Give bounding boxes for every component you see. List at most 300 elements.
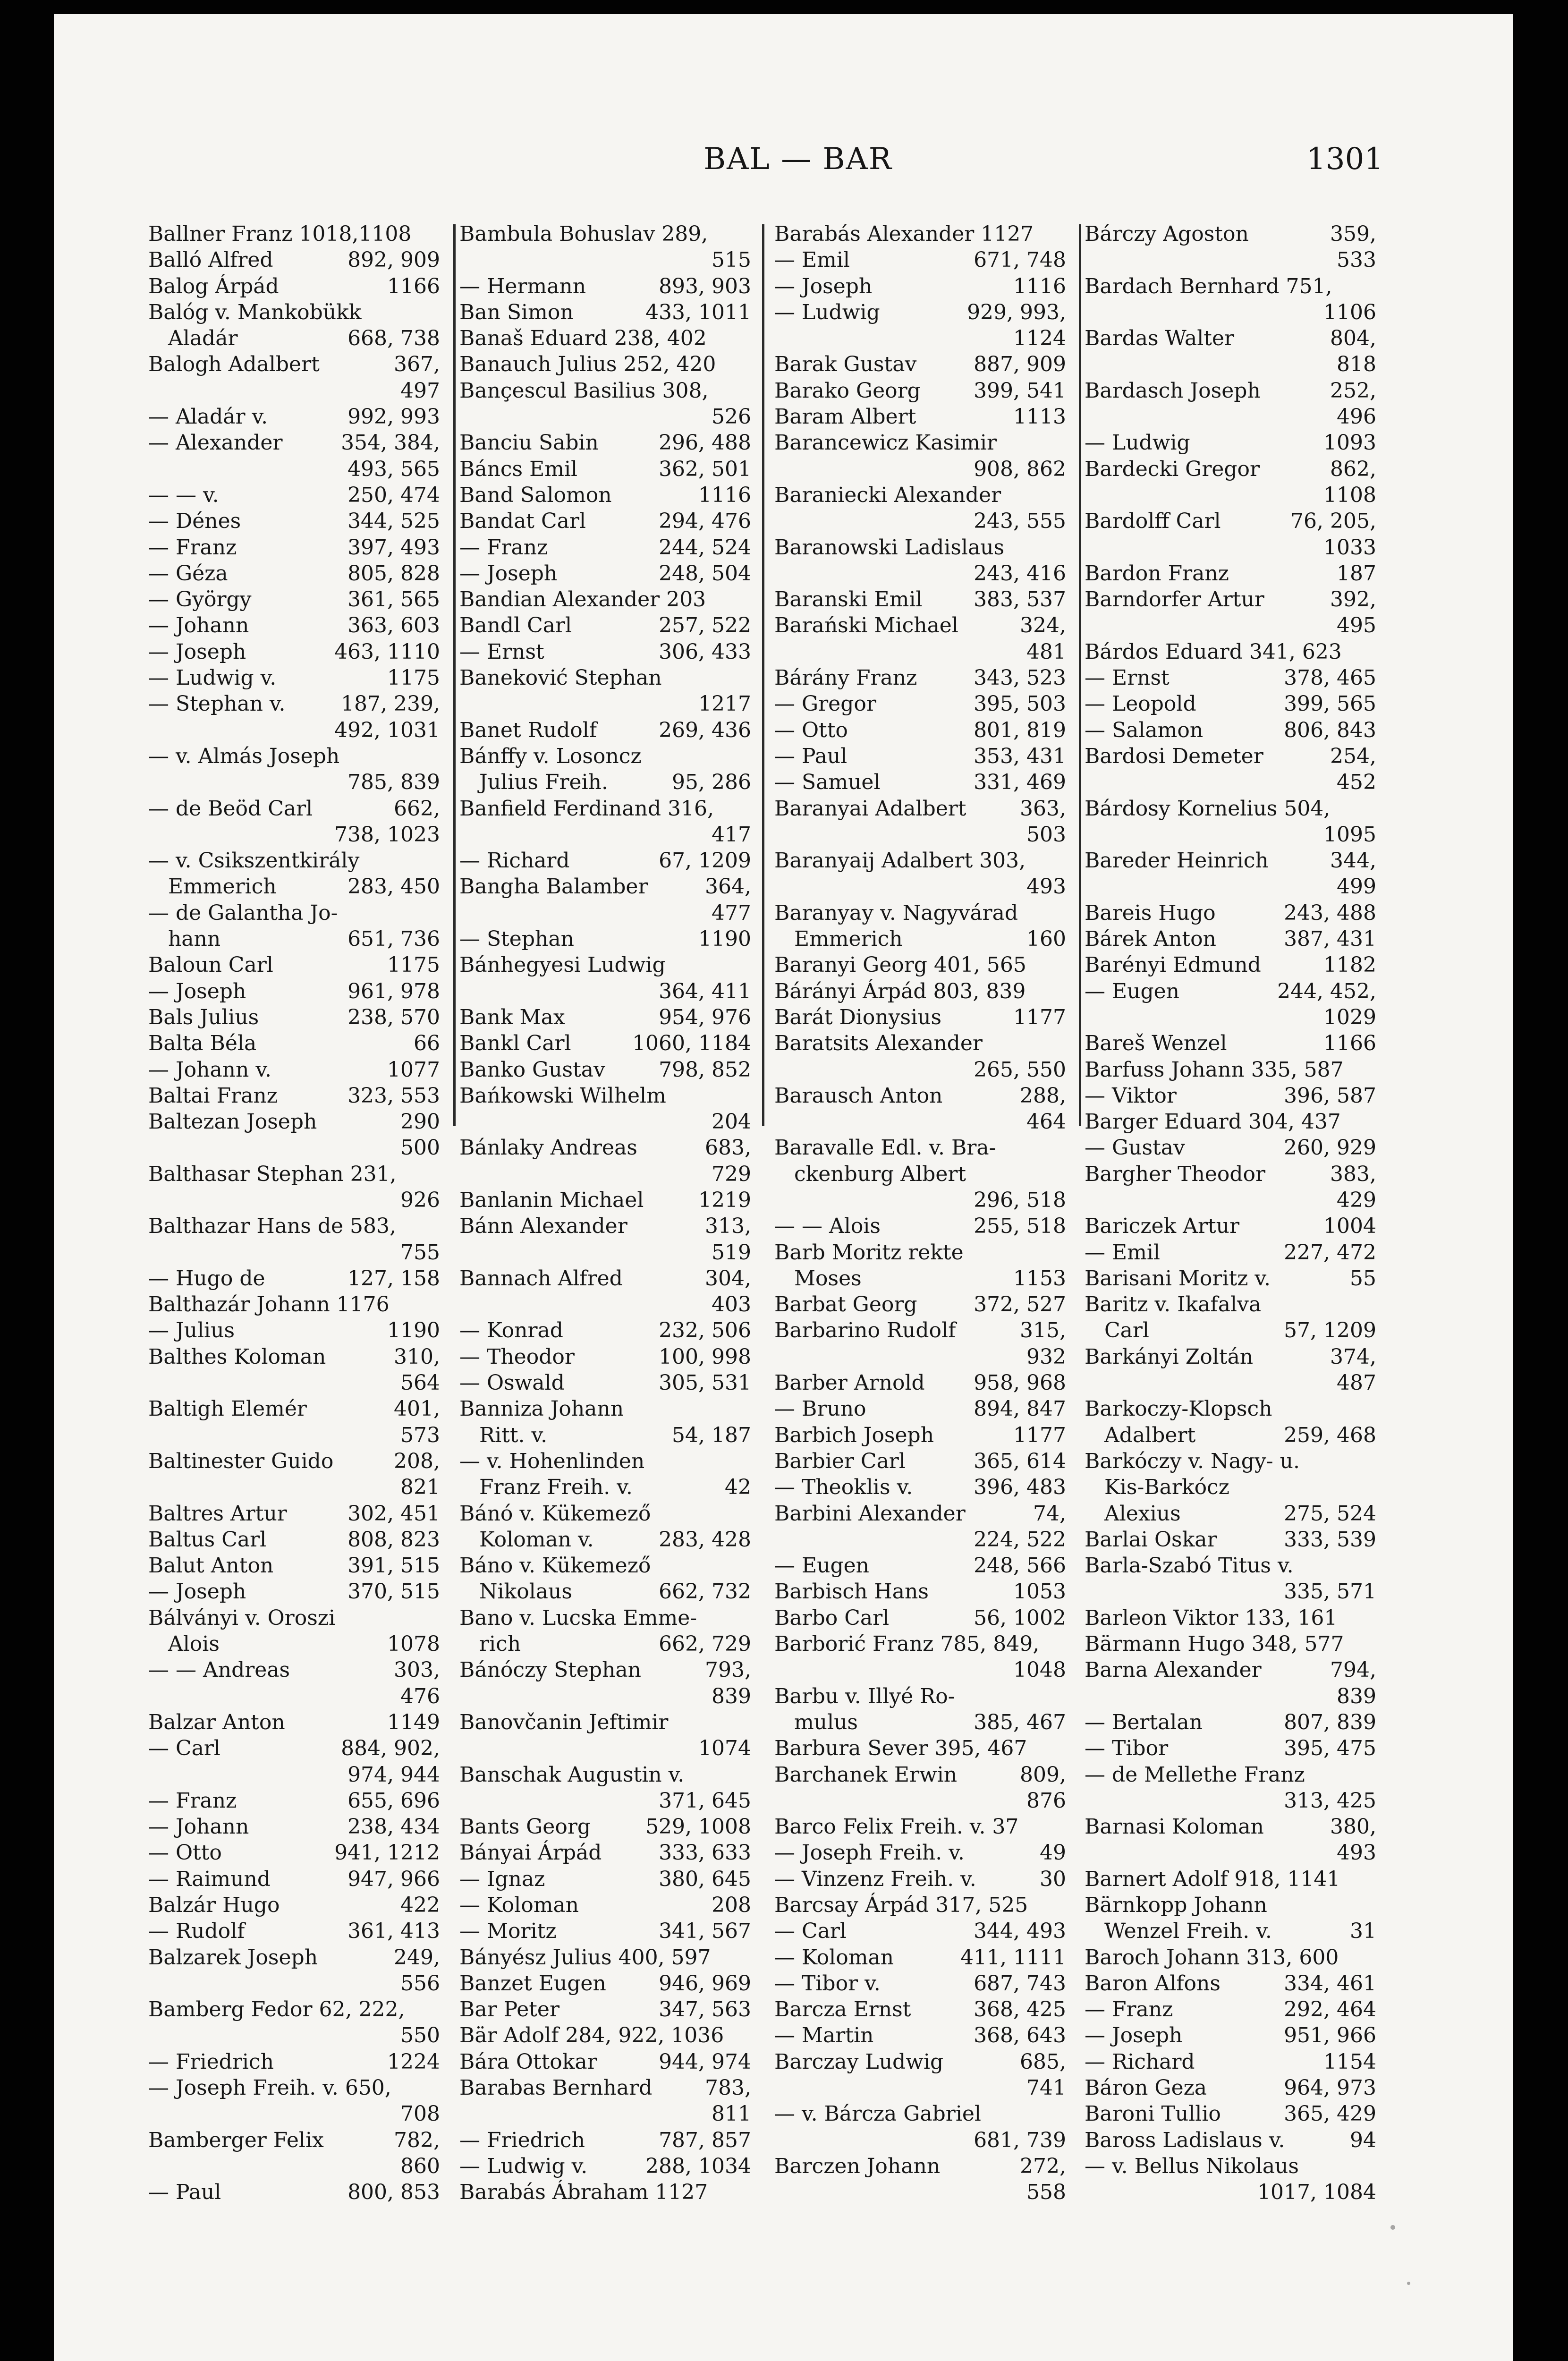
index-entry	[774, 1657, 1066, 1683]
entry-pages: 1166	[387, 274, 440, 298]
index-entry	[774, 1317, 1066, 1343]
index-entry	[1085, 1030, 1376, 1056]
index-entry	[1085, 1735, 1376, 1761]
index-entry	[774, 978, 1066, 1004]
entry-pages: 974, 944	[348, 1762, 440, 1787]
entry-name: — Leopold	[1085, 692, 1196, 716]
index-entry	[1085, 535, 1376, 561]
index-entry	[148, 691, 440, 717]
index-entry	[459, 822, 751, 848]
entry-pages: 884, 902,	[341, 1736, 440, 1761]
entry-pages: 232, 506	[659, 1318, 751, 1343]
entry-name: Emmerich	[148, 875, 277, 899]
entry-name: Aladár	[148, 326, 238, 351]
index-entry	[459, 796, 751, 822]
index-entry	[148, 1788, 440, 1814]
entry-name: Baravalle Edl. v. Bra-	[774, 1136, 996, 1160]
index-entry	[774, 482, 1066, 508]
index-entry	[774, 404, 1066, 430]
index-entry	[459, 1213, 751, 1239]
index-entry	[148, 848, 440, 874]
entry-pages: 839	[1337, 1684, 1376, 1708]
index-entry	[459, 1605, 751, 1631]
entry-name: Baranyaij Adalbert 303,	[774, 849, 1026, 873]
entry-name: Bálványi v. Oroszi	[148, 1605, 336, 1630]
entry-pages: 1004	[1323, 1214, 1376, 1239]
entry-name: — Ernst	[1085, 666, 1170, 690]
index-entry	[774, 1970, 1066, 1996]
entry-name: — Joseph Freih. v.	[774, 1841, 965, 1865]
entry-name: Moses	[774, 1266, 862, 1291]
index-entry	[1085, 926, 1376, 952]
index-entry	[459, 1788, 751, 1814]
index-entry	[148, 351, 440, 377]
entry-name: — v. Almás Joseph	[148, 744, 340, 768]
entry-pages: 313, 425	[1284, 1788, 1376, 1813]
entry-pages: 1093	[1323, 431, 1376, 455]
entry-name: — Friedrich	[459, 2128, 585, 2152]
entry-pages: 1074	[698, 1736, 751, 1761]
index-entry	[774, 1683, 1066, 1709]
entry-pages: 1149	[387, 1710, 440, 1734]
entry-name: Barna Alexander	[1085, 1658, 1262, 1682]
index-entry	[774, 717, 1066, 743]
entry-name: Baranyay v. Nagyvárad	[774, 900, 1018, 925]
index-entry	[148, 1892, 440, 1918]
entry-name: Báron Geza	[1085, 2076, 1207, 2100]
entry-name: Bançescul Basilius 308,	[459, 378, 709, 403]
index-entry	[459, 1657, 751, 1683]
entry-name: Barlai Oskar	[1085, 1527, 1217, 1552]
entry-pages: 926	[400, 1188, 440, 1212]
index-entry	[1085, 769, 1376, 795]
index-entry	[774, 508, 1066, 534]
entry-name: Banciu Sabin	[459, 431, 599, 455]
index-entry	[1085, 1004, 1376, 1030]
entry-name: Baltres Artur	[148, 1501, 287, 1526]
entry-pages: 1106	[1323, 300, 1376, 324]
entry-pages: 365, 429	[1284, 2102, 1376, 2126]
entry-pages: 365, 614	[974, 1449, 1066, 1473]
index-entry	[459, 1814, 751, 1840]
index-entry	[148, 874, 440, 900]
entry-name: Balthes Koloman	[148, 1344, 326, 1369]
entry-pages: 951, 966	[1284, 2023, 1376, 2048]
entry-name: — — Alois	[774, 1214, 881, 1239]
entry-pages: 361, 565	[348, 587, 440, 612]
entry-name: Bánffy v. Losoncz	[459, 744, 642, 768]
entry-name: — Paul	[774, 744, 848, 768]
index-entry	[148, 743, 440, 769]
entry-name: — Oswald	[459, 1371, 565, 1395]
entry-name: Baltigh Elemér	[148, 1397, 307, 1421]
entry-pages: 1095	[1323, 822, 1376, 847]
entry-name: — Hermann	[459, 274, 586, 298]
entry-name: — Joseph	[774, 274, 873, 298]
index-entry	[774, 1187, 1066, 1213]
entry-name: Bank Max	[459, 1005, 565, 1029]
index-entry	[774, 378, 1066, 404]
entry-name: — Samuel	[774, 770, 881, 795]
entry-pages: 487	[1337, 1371, 1376, 1395]
entry-pages: 204	[712, 1110, 751, 1134]
entry-name: hann	[148, 927, 221, 951]
entry-name: Barbier Carl	[774, 1449, 906, 1473]
entry-name: Baross Ladislaus v.	[1085, 2128, 1285, 2152]
entry-name: Balog Árpád	[148, 274, 279, 298]
entry-pages: 31	[1350, 1919, 1376, 1944]
entry-name: — Ignaz	[459, 1867, 545, 1891]
index-entry	[774, 247, 1066, 273]
entry-pages: 805, 828	[348, 561, 440, 586]
entry-pages: 380, 645	[659, 1867, 751, 1891]
index-entry	[148, 1527, 440, 1553]
index-entry	[774, 1422, 1066, 1448]
index-entry	[774, 1057, 1066, 1083]
column-rule	[762, 224, 764, 1126]
entry-pages: 1116	[698, 483, 751, 507]
entry-name: Bánóczy Stephan	[459, 1658, 641, 1682]
entry-name: Balogh Adalbert	[148, 352, 320, 377]
entry-name: Ballner Franz 1018,1108	[148, 222, 412, 246]
index-entry	[774, 926, 1066, 952]
index-entry	[148, 1240, 440, 1265]
entry-pages: 259, 468	[1284, 1423, 1376, 1447]
index-entry	[774, 1945, 1066, 1970]
entry-name: — Tibor v.	[774, 1971, 881, 1996]
index-entry	[148, 482, 440, 508]
entry-name: Banovčanin Jeftimir	[459, 1710, 669, 1734]
index-entry	[774, 1709, 1066, 1735]
index-entry	[1085, 1683, 1376, 1709]
index-entry	[1085, 743, 1376, 769]
index-entry	[1085, 1474, 1376, 1500]
entry-pages: 477	[712, 900, 751, 925]
index-entry	[459, 717, 751, 743]
entry-pages: 429	[1337, 1188, 1376, 1212]
index-entry	[459, 404, 751, 430]
index-entry	[1085, 273, 1376, 299]
index-entry	[459, 769, 751, 795]
entry-pages: 1033	[1323, 535, 1376, 560]
entry-pages: 296, 518	[974, 1188, 1066, 1212]
entry-name: — v. Csikszentkirály	[148, 849, 360, 873]
entry-name: Franz Freih. v.	[459, 1475, 633, 1500]
index-entry	[1085, 404, 1376, 430]
entry-name: Balló Alfred	[148, 248, 273, 272]
index-entry	[459, 1317, 751, 1343]
entry-pages: 335, 571	[1284, 1580, 1376, 1604]
entry-pages: 564	[400, 1371, 440, 1395]
index-entry	[1085, 2075, 1376, 2101]
index-entry	[1085, 1918, 1376, 1944]
entry-pages: 315,	[1020, 1318, 1066, 1343]
entry-pages: 66	[414, 1031, 440, 1056]
index-entry	[774, 1840, 1066, 1866]
entry-name: Barnert Adolf 918, 1141	[1085, 1867, 1340, 1891]
entry-name: rich	[459, 1632, 521, 1656]
entry-pages: 573	[400, 1423, 440, 1447]
entry-pages: 208	[712, 1893, 751, 1917]
index-entry	[459, 2127, 751, 2153]
index-column-1	[148, 221, 440, 2206]
entry-pages: 1217	[698, 692, 751, 716]
entry-pages: 556	[400, 1971, 440, 1996]
entry-name: Barla-Szabó Titus v.	[1085, 1554, 1294, 1578]
entry-pages: 1060, 1184	[632, 1031, 751, 1056]
index-entry	[148, 2179, 440, 2205]
entry-pages: 806, 843	[1284, 718, 1376, 742]
index-entry	[459, 2153, 751, 2179]
entry-name: — Ludwig v.	[459, 2154, 588, 2178]
entry-name: — Joseph	[148, 639, 246, 664]
entry-pages: 359,	[1330, 222, 1376, 246]
index-entry	[1085, 1970, 1376, 1996]
entry-pages: 306, 433	[659, 639, 751, 664]
index-entry	[459, 1970, 751, 1996]
entry-pages: 476	[400, 1684, 440, 1708]
entry-pages: 894, 847	[974, 1397, 1066, 1421]
index-entry	[1085, 1527, 1376, 1553]
index-entry	[1085, 1788, 1376, 1814]
index-entry	[459, 612, 751, 638]
entry-pages: 793,	[705, 1658, 751, 1682]
index-entry	[148, 978, 440, 1004]
index-entry	[774, 1918, 1066, 1944]
index-entry	[1085, 639, 1376, 665]
index-entry	[774, 952, 1066, 978]
paper-speck	[1390, 2225, 1395, 2230]
index-entry	[459, 1631, 751, 1657]
entry-pages: 160	[1026, 927, 1066, 951]
index-entry	[459, 1344, 751, 1370]
index-entry	[774, 273, 1066, 299]
index-entry	[459, 665, 751, 691]
entry-name: Balthazár Johann 1176	[148, 1292, 390, 1317]
entry-pages: 668, 738	[348, 326, 440, 351]
entry-pages: 250, 474	[348, 483, 440, 507]
entry-pages: 954, 976	[659, 1005, 751, 1029]
entry-name: Barát Dionysius	[774, 1005, 942, 1029]
index-entry	[148, 952, 440, 978]
entry-pages: 515	[712, 248, 751, 272]
entry-pages: 283, 450	[348, 875, 440, 899]
index-entry	[774, 299, 1066, 325]
entry-name: Koloman v.	[459, 1527, 594, 1552]
index-entry	[459, 1422, 751, 1448]
entry-pages: 550	[400, 2023, 440, 2048]
entry-pages: 929, 993,	[967, 300, 1066, 324]
index-entry	[459, 2049, 751, 2075]
entry-pages: 1078	[387, 1632, 440, 1656]
index-entry	[774, 1501, 1066, 1527]
entry-pages: 662, 729	[659, 1632, 751, 1656]
index-entry	[1085, 1553, 1376, 1579]
entry-name: Barb Moritz rekte	[774, 1240, 964, 1265]
index-entry	[148, 1840, 440, 1866]
entry-name: Wenzel Freih. v.	[1085, 1919, 1272, 1944]
entry-pages: 396, 587	[1284, 1083, 1376, 1108]
entry-name: ckenburg Albert	[774, 1162, 966, 1186]
entry-name: — György	[148, 587, 252, 612]
index-entry	[459, 508, 751, 534]
index-entry	[1085, 796, 1376, 822]
entry-pages: 383, 537	[974, 587, 1066, 612]
entry-name: Bareš Wenzel	[1085, 1031, 1227, 1056]
index-entry	[148, 1762, 440, 1788]
entry-pages: 1177	[1013, 1005, 1066, 1029]
entry-pages: 74,	[1033, 1501, 1066, 1526]
entry-name: Barbich Joseph	[774, 1423, 934, 1447]
entry-pages: 187	[1337, 561, 1376, 586]
entry-name: — Julius	[148, 1318, 235, 1343]
entry-name: — — Andreas	[148, 1658, 290, 1682]
index-entry	[459, 430, 751, 456]
entry-pages: 798, 852	[659, 1057, 751, 1082]
entry-name: Bär Adolf 284, 922, 1036	[459, 2023, 724, 2048]
index-entry	[1085, 1396, 1376, 1422]
index-entry	[1085, 1631, 1376, 1657]
entry-pages: 310,	[394, 1344, 440, 1369]
entry-pages: 324,	[1020, 613, 1066, 638]
index-entry	[459, 1501, 751, 1527]
index-entry	[148, 822, 440, 848]
entry-name: Adalbert	[1085, 1423, 1196, 1447]
index-entry	[1085, 1317, 1376, 1343]
index-entry	[1085, 822, 1376, 848]
index-entry	[148, 926, 440, 952]
index-entry	[459, 247, 751, 273]
entry-name: — Stephan v.	[148, 692, 286, 716]
entry-pages: 49	[1040, 1841, 1066, 1865]
entry-pages: 499	[1337, 875, 1376, 899]
index-entry	[1085, 1057, 1376, 1083]
entry-name: Bärnkopp Johann	[1085, 1893, 1267, 1917]
index-entry	[148, 717, 440, 743]
index-entry	[459, 1135, 751, 1161]
entry-pages: 932	[1026, 1344, 1066, 1369]
index-entry	[148, 299, 440, 325]
entry-name: Barisani Moritz v.	[1085, 1266, 1271, 1291]
column-rule	[1079, 224, 1081, 1126]
entry-name: Banzet Eugen	[459, 1971, 606, 1996]
entry-name: Banet Rudolf	[459, 718, 597, 742]
entry-name: Barbu v. Illyé Ro-	[774, 1684, 955, 1708]
entry-pages: 343, 523	[974, 666, 1066, 690]
entry-pages: 288, 1034	[645, 2154, 751, 2178]
entry-name: — v. Bárcza Gabriel	[774, 2102, 982, 2126]
entry-name: — Joseph Freih. v. 650,	[148, 2076, 391, 2100]
index-entry	[148, 2127, 440, 2153]
index-column-3	[774, 221, 1066, 2206]
index-entry	[1085, 1996, 1376, 2022]
index-entry	[1085, 900, 1376, 926]
index-entry	[1085, 1866, 1376, 1892]
index-entry	[148, 404, 440, 430]
entry-name: — Franz	[1085, 1997, 1173, 2022]
entry-name: Báncs Emil	[459, 457, 578, 481]
entry-name: — Friedrich	[148, 2049, 274, 2074]
index-entry	[774, 1004, 1066, 1030]
entry-name: — Ernst	[459, 639, 544, 664]
entry-pages: 782,	[394, 2128, 440, 2152]
index-entry	[459, 1892, 751, 1918]
entry-name: — Salamon	[1085, 718, 1204, 742]
entry-pages: 260, 929	[1284, 1136, 1376, 1160]
entry-name: Barbarino Rudolf	[774, 1318, 956, 1343]
index-entry	[774, 639, 1066, 665]
entry-name: Baltezan Joseph	[148, 1110, 317, 1134]
index-entry	[774, 848, 1066, 874]
entry-pages: 392,	[1330, 587, 1376, 612]
entry-name: Baloun Carl	[148, 953, 273, 977]
index-entry	[1085, 1657, 1376, 1683]
entry-pages: 347, 563	[659, 1997, 751, 2022]
index-entry	[148, 1814, 440, 1840]
entry-name: Baroch Johann 313, 600	[1085, 1945, 1339, 1970]
index-entry	[1085, 508, 1376, 534]
index-entry	[774, 1631, 1066, 1657]
index-entry	[148, 1291, 440, 1317]
entry-name: Bárány Franz	[774, 666, 917, 690]
index-entry	[459, 1240, 751, 1265]
entry-name: Baranski Emil	[774, 587, 923, 612]
entry-name: — Koloman	[459, 1893, 579, 1917]
index-entry	[1085, 1291, 1376, 1317]
entry-name: — Franz	[148, 1788, 237, 1813]
index-entry	[148, 1918, 440, 1944]
entry-pages: 463, 1110	[334, 639, 440, 664]
index-entry	[459, 561, 751, 586]
entry-pages: 811	[712, 2102, 751, 2126]
entry-name: Bardasch Joseph	[1085, 378, 1261, 403]
index-entry	[459, 1370, 751, 1396]
index-entry	[774, 1892, 1066, 1918]
entry-pages: 67, 1209	[659, 849, 751, 873]
entry-pages: 354, 384,	[341, 431, 440, 455]
index-entry	[1085, 1762, 1376, 1788]
entry-name: Barbisch Hans	[774, 1580, 929, 1604]
entry-name: Baron Alfons	[1085, 1971, 1220, 1996]
index-entry	[459, 1683, 751, 1709]
index-entry	[459, 900, 751, 926]
index-entry	[1085, 1814, 1376, 1840]
entry-name: — Otto	[774, 718, 848, 742]
entry-pages: 452	[1337, 770, 1376, 795]
entry-name: Bankl Carl	[459, 1031, 571, 1056]
entry-name: Bambula Bohuslav 289,	[459, 222, 708, 246]
index-entry	[774, 1265, 1066, 1291]
entry-pages: 808, 823	[348, 1527, 440, 1552]
entry-name: — Eugen	[1085, 979, 1179, 1003]
entry-pages: 255, 518	[974, 1214, 1066, 1239]
entry-name: Barabás Alexander 1127	[774, 222, 1034, 246]
entry-pages: 964, 973	[1284, 2076, 1376, 2100]
entry-name: Banlanin Michael	[459, 1188, 644, 1212]
entry-name: Band Salomon	[459, 483, 612, 507]
index-entry	[774, 1240, 1066, 1265]
index-entry	[148, 378, 440, 404]
index-entry	[148, 1265, 440, 1291]
entry-pages: 1182	[1323, 953, 1376, 977]
index-entry	[1085, 691, 1376, 717]
entry-name: Bardecki Gregor	[1085, 457, 1260, 481]
entry-pages: 296, 488	[659, 431, 751, 455]
entry-pages: 334, 461	[1284, 1971, 1376, 1996]
entry-name: Bals Julius	[148, 1005, 259, 1029]
entry-pages: 1153	[1013, 1266, 1066, 1291]
index-entry	[1085, 482, 1376, 508]
